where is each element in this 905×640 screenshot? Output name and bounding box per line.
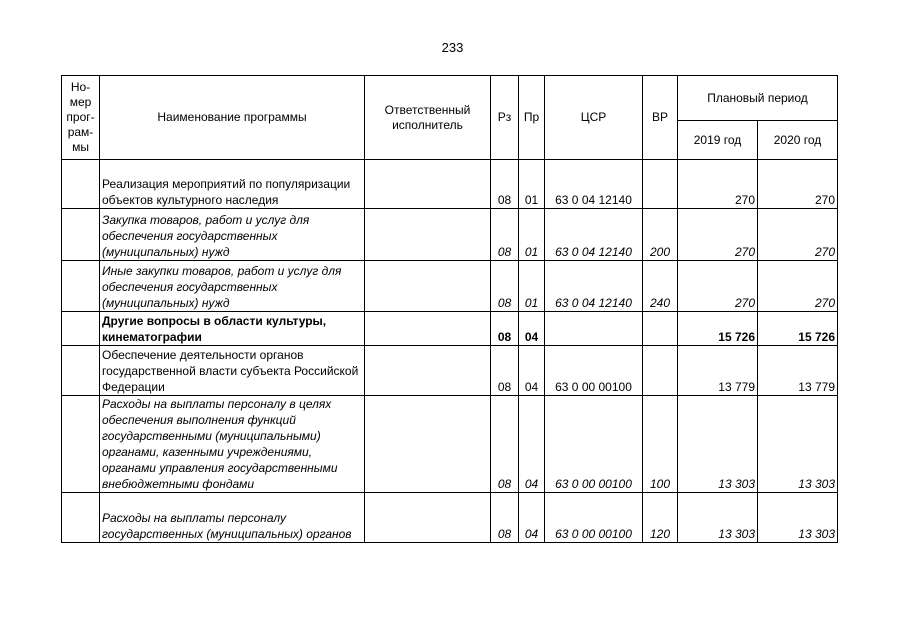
row-number-cell [62,312,100,346]
page-number: 233 [441,40,464,55]
row-2020: 13 303 [758,396,838,493]
row-executor [365,261,491,312]
header-program-name: Наименование программы [100,76,365,160]
row-csr: 63 0 00 00100 [545,493,643,543]
row-2019: 270 [678,160,758,209]
row-pr: 01 [519,160,545,209]
table-row [62,493,838,543]
table-row [62,346,838,396]
row-number-cell [62,209,100,261]
row-executor [365,396,491,493]
row-name: Закупка товаров, работ и услуг для обеспечения государственных (муниципальных) нужд [100,209,365,261]
header-executor: Ответственный исполнитель [365,76,491,160]
row-2019: 13 779 [678,346,758,396]
row-2019: 13 303 [678,493,758,543]
row-pr: 04 [519,493,545,543]
row-2019: 270 [678,261,758,312]
row-executor [365,209,491,261]
row-executor [365,346,491,396]
table-row [62,312,838,346]
table-row [62,261,838,312]
header-rz: Рз [491,76,519,160]
row-number-cell [62,160,100,209]
header-planned-period: Плановый период [678,76,838,121]
row-2020: 270 [758,160,838,209]
header-year-2020: 2020 год [758,121,838,160]
header-csr: ЦСР [545,76,643,160]
row-vr: 120 [643,493,678,543]
row-pr: 01 [519,209,545,261]
row-2020: 13 779 [758,346,838,396]
header-program-number: Но- мер прог- рам- мы [62,76,100,160]
budget-table [61,75,838,543]
row-executor [365,493,491,543]
row-2020: 270 [758,261,838,312]
row-vr [643,346,678,396]
row-number-cell [62,346,100,396]
row-pr: 04 [519,396,545,493]
row-name: Иные закупки товаров, работ и услуг для обеспечения государственных (муниципальных) нужд [100,261,365,312]
header-vr: ВР [643,76,678,160]
row-rz: 08 [491,346,519,396]
row-rz: 08 [491,209,519,261]
row-vr [643,312,678,346]
row-rz: 08 [491,160,519,209]
table-row [62,160,838,209]
row-number-cell [62,493,100,543]
row-name: Расходы на выплаты персоналу в целях обеспечения выполнения функций государственными (муниципальными) органами, казенными учреждениями, органами управления государственными внебюджетными фондами [100,396,365,493]
row-csr: 63 0 04 12140 [545,209,643,261]
row-name: Другие вопросы в области культуры, кинематографии [100,312,365,346]
row-2019: 13 303 [678,396,758,493]
row-name: Обеспечение деятельности органов государственной власти субъекта Российской Федерации [100,346,365,396]
row-pr: 04 [519,312,545,346]
row-number-cell [62,261,100,312]
row-2019: 270 [678,209,758,261]
row-csr: 63 0 04 12140 [545,160,643,209]
row-vr: 240 [643,261,678,312]
header-pr: Пр [519,76,545,160]
row-number-cell [62,396,100,493]
row-csr: 63 0 04 12140 [545,261,643,312]
row-rz: 08 [491,493,519,543]
row-2019: 15 726 [678,312,758,346]
row-rz: 08 [491,261,519,312]
row-2020: 270 [758,209,838,261]
row-2020: 13 303 [758,493,838,543]
row-rz: 08 [491,396,519,493]
header-year-2019: 2019 год [678,121,758,160]
row-name: Расходы на выплаты персоналу государственных (муниципальных) органов [100,493,365,543]
row-vr: 200 [643,209,678,261]
row-vr [643,160,678,209]
row-executor [365,160,491,209]
row-csr: 63 0 00 00100 [545,396,643,493]
row-pr: 04 [519,346,545,396]
row-vr: 100 [643,396,678,493]
row-2020: 15 726 [758,312,838,346]
row-pr: 01 [519,261,545,312]
table-row [62,209,838,261]
table-row [62,396,838,493]
row-executor [365,312,491,346]
row-csr: 63 0 00 00100 [545,346,643,396]
row-csr [545,312,643,346]
row-name: Реализация мероприятий по популяризации объектов культурного наследия [100,160,365,209]
row-rz: 08 [491,312,519,346]
